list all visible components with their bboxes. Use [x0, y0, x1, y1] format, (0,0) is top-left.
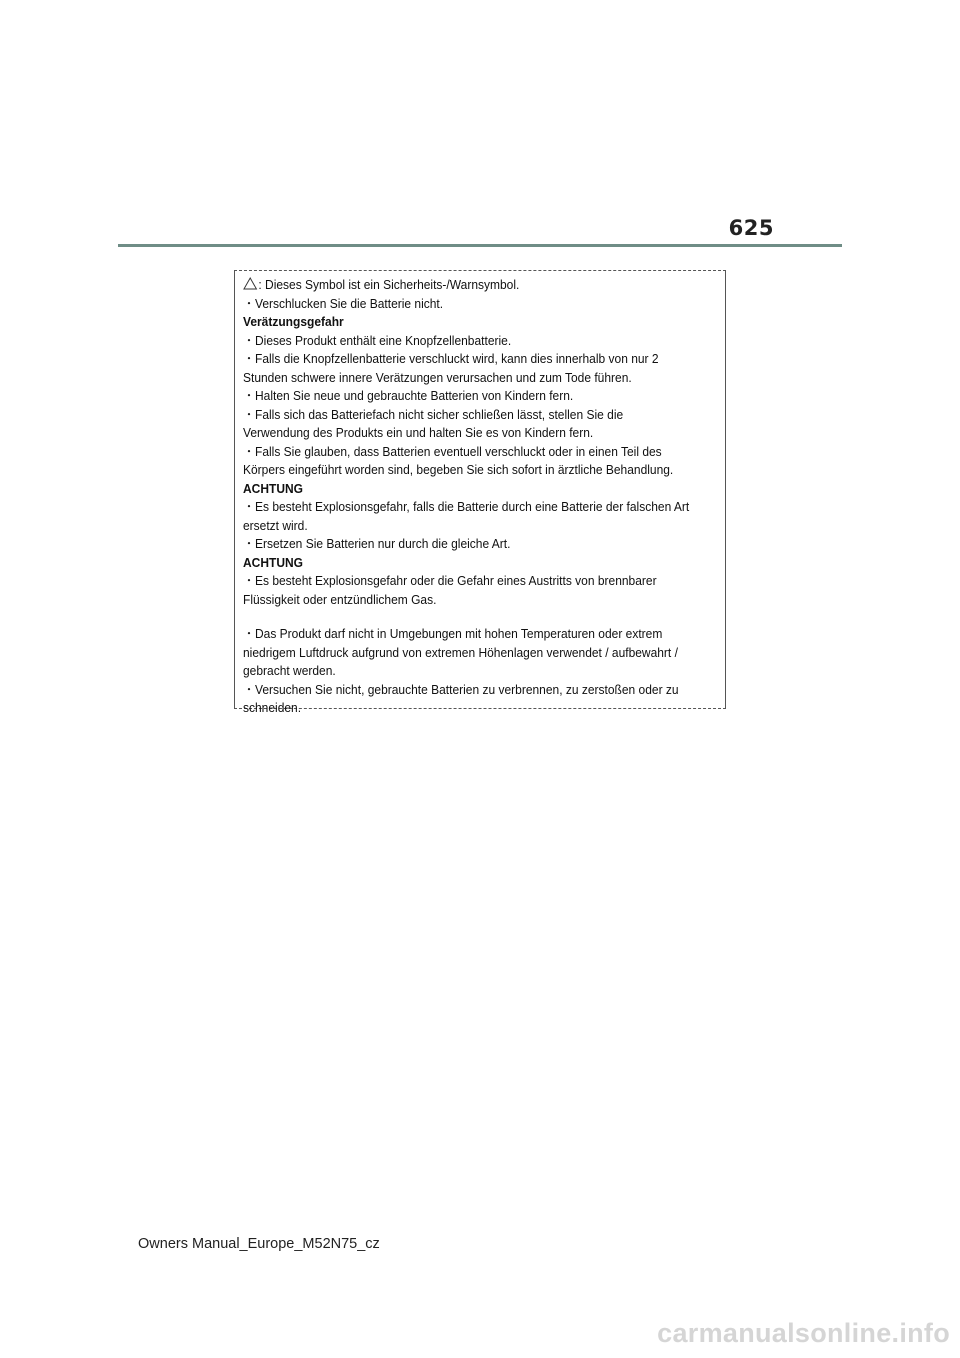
notice-line: Körpers eingeführt worden sind, begeben Sie sich sofort in ärztliche Behandlung.: [243, 463, 674, 477]
notice-line: ersetzt wird.: [243, 518, 308, 533]
notice-line: ・Halten Sie neue und gebrauchte Batterien von Kindern fern.: [243, 389, 574, 403]
notice-line: ・Das Produkt darf nicht in Umgebungen mit hohen Temperaturen oder extrem: [243, 627, 663, 641]
battery-warning-notice: [234, 270, 726, 715]
header-rule: [118, 244, 842, 247]
notice-line: ・Dieses Produkt enthält eine Knopfzellenbatterie.: [243, 333, 512, 348]
notice-heading: Verätzungsgefahr: [243, 315, 344, 329]
page-footer: Owners Manual_Europe_M52N75_cz: [138, 1236, 380, 1252]
notice-line: niedrigem Luftdruck aufgrund von extremen Höhenlagen verwendet / aufbewahrt /: [243, 645, 678, 660]
notice-line: Stunden schwere innere Verätzungen verursachen und zum Tode führen.: [243, 370, 632, 385]
notice-line: ・Verschlucken Sie die Batterie nicht.: [243, 296, 444, 311]
notice-line: Verwendung des Produkts ein und halten Sie es von Kindern fern.: [243, 426, 594, 440]
page-number: 625: [728, 216, 774, 240]
notice-line: ・Ersetzen Sie Batterien nur durch die gleiche Art.: [243, 537, 511, 551]
notice-heading: ACHTUNG: [243, 555, 303, 570]
notice-line-symbol: : Dieses Symbol ist ein Sicherheits-/Warnsymbol.: [243, 276, 696, 295]
notice-line: Flüssigkeit oder entzündlichem Gas.: [243, 592, 437, 607]
watermark: carmanualsonline.info: [657, 1318, 950, 1348]
notice-line: ・Falls Sie glauben, dass Batterien eventuell verschluckt oder in einen Teil des: [243, 444, 662, 459]
warning-triangle-icon: [243, 277, 257, 290]
notice-heading: ACHTUNG: [243, 481, 303, 496]
notice-line: gebracht werden.: [243, 664, 336, 678]
notice-line: ・Falls sich das Batteriefach nicht sicher schließen lässt, stellen Sie die: [243, 407, 624, 422]
notice-line: ・Es besteht Explosionsgefahr, falls die Batterie durch eine Batterie der falschen Art: [243, 500, 690, 514]
notice-line: ・Falls die Knopfzellenbatterie verschluckt wird, kann dies innerhalb von nur 2: [243, 352, 659, 366]
notice-line: ・Es besteht Explosionsgefahr oder die Gefahr eines Austritts von brennbarer: [243, 574, 657, 588]
paragraph-spacer: [243, 609, 715, 625]
notice-line: schneiden.: [243, 701, 302, 715]
notice-line: ・Versuchen Sie nicht, gebrauchte Batterien zu verbrennen, zu zerstoßen oder zu: [243, 682, 679, 697]
